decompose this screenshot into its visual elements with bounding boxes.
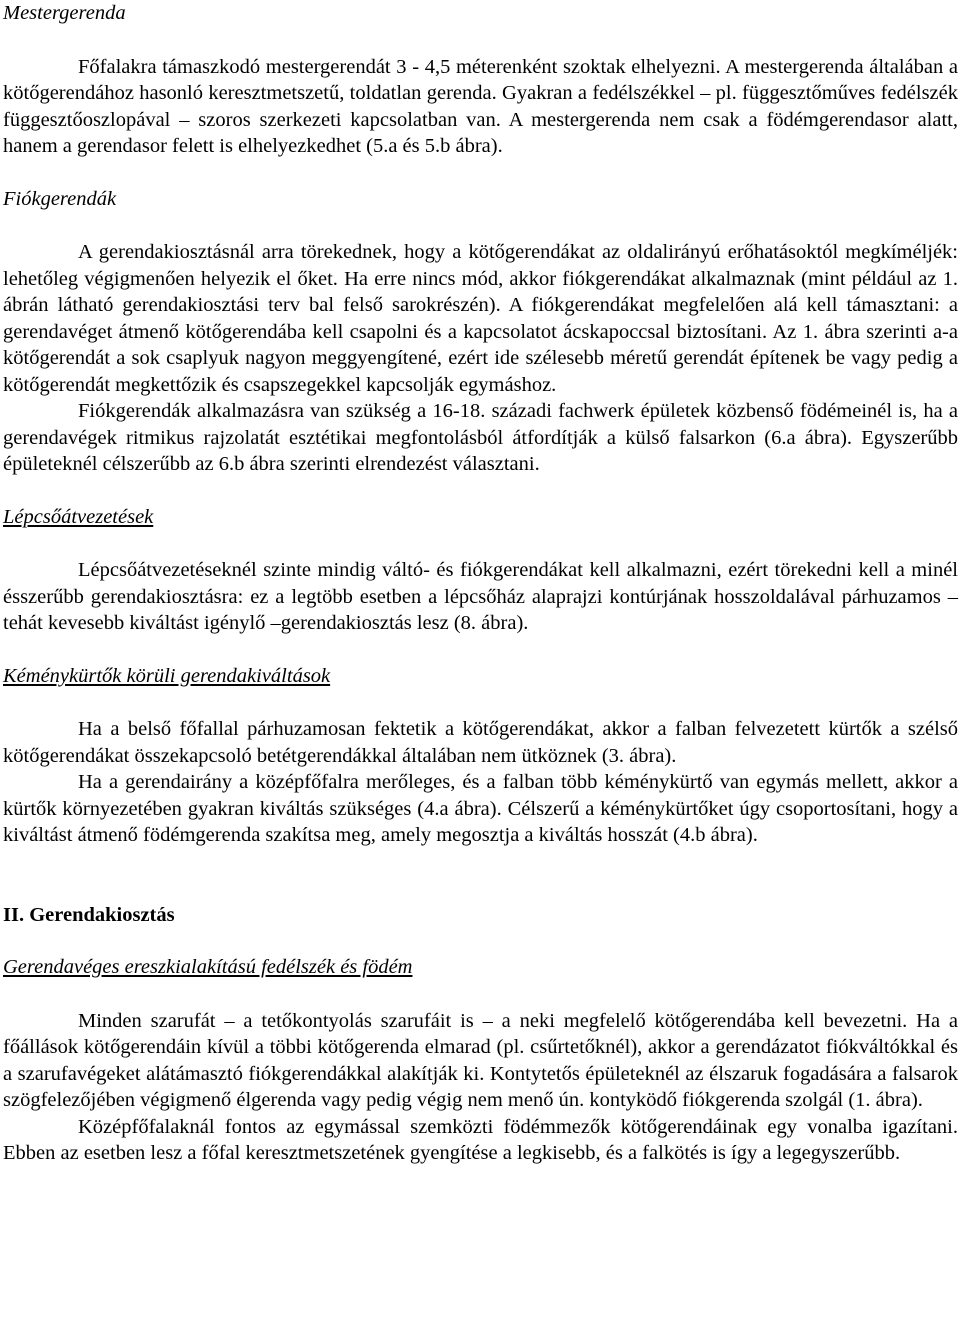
spacer bbox=[3, 849, 958, 902]
heading-lepcsoatvezetesek: Lépcsőátvezetések bbox=[3, 505, 154, 528]
heading-fiokgerendak: Fiókgerendák bbox=[3, 187, 117, 210]
document-page bbox=[3, 0, 958, 1167]
heading-kemenykurtok: Kéménykürtők körüli gerendakiváltások bbox=[3, 664, 331, 687]
spacer bbox=[3, 530, 958, 557]
paragraph-kemenykurtok-2: Ha a gerendairány a középfőfalra merőleges, és a falban több kéménykürtő van egymás mellett, akkor a kürtők környezetében gyakran kiváltás szükséges (4.a ábra). Célszerű a kéménykürtőket úgy csoportosítani, hogy a kiváltást átmenő födémgerenda szakítsa meg, amely megosztja a kiváltás hosszát (4.b ábra). bbox=[3, 771, 958, 846]
heading-mestergerenda: Mestergerenda bbox=[3, 2, 126, 24]
spacer bbox=[3, 212, 958, 239]
paragraph-mestergerenda-1: Főfalakra támaszkodó mestergerendát 3 - 4,5 méterenként szoktak elhelyezni. A mestergerenda általában a kötőgerendához hasonló keresztmetszetű, toldatlan gerenda. Gyakran a fedélszékkel – pl. függesztőműves fedélszék függesztőoszlopával – szoros szerkezeti kapcsolatban van. A mestergerenda nem csak a födémgerendasor alatt, hanem a gerendasor felett is elhelyezkedhet (5.a és 5.b ábra). bbox=[3, 55, 958, 157]
spacer bbox=[3, 637, 958, 663]
heading-gerendakiosztas: II. Gerendakiosztás bbox=[3, 903, 175, 926]
spacer bbox=[3, 478, 958, 504]
spacer bbox=[3, 689, 958, 716]
spacer bbox=[3, 160, 958, 186]
paragraph-gerendaveges-2: Középfőfalaknál fontos az egymással szemközti födémmezők kötőgerendáinak egy vonalba igazítani. Ebben az esetben lesz a főfal keresztmetszetének gyengítése a legkisebb, és a falkötés is így a legegyszerűbb. bbox=[3, 1115, 958, 1164]
paragraph-fiokgerendak-1: A gerendakiosztásnál arra törekednek, hogy a kötőgerendákat az oldalirányú erőhatásoktól megkíméljék: lehetőleg végigmenően helyezik el őket. Ha erre nincs mód, akkor fiókgerendákat alkalmaznak (mint például az 1. ábrán látható gerendakiosztási terv bal felső sarokrészén). A fiókgerendákat megfelelően alá kell támasztani: a gerendavéget átmenő kötőgerendába kell csapolni és a kapcsolatot ácskapoccsal biztosítani. Az 1. ábra szerinti a-a kötőgerendát a sok csaplyuk nagyon meggyengítené, ezért ide szélesebb méretű gerendát építenek be vagy pedig a kötőgerendát megkettőzik és csapszegekkel kapcsolják egymáshoz. bbox=[3, 241, 958, 396]
paragraph-lepcsoatvezetesek-1: Lépcsőátvezetéseknél szinte mindig váltó- és fiókgerendákat kell alkalmazni, ezért törekedni kell a minél ésszerűbb gerendakiosztásra: ez a legtöbb esetben a lépcsőház alaprajzi kontúrjának hosszoldalával párhuzamos – tehát kevesebb kiváltást igénylő –gerendakiosztás lesz (8. ábra). bbox=[3, 559, 958, 634]
spacer bbox=[3, 928, 958, 954]
spacer bbox=[3, 981, 958, 1008]
heading-gerendaveges: Gerendavéges ereszkialakítású fedélszék és födém bbox=[3, 956, 413, 978]
spacer bbox=[3, 27, 958, 54]
paragraph-kemenykurtok-1: Ha a belső főfallal párhuzamosan fektetik a kötőgerendákat, akkor a falban felvezetett kürtők a szélső kötőgerendákat összekapcsoló betétgerendákkal általában nem ütköznek (3. ábra). bbox=[3, 718, 958, 767]
paragraph-gerendaveges-1: Minden szarufát – a tetőkontyolás szarufáit is – a neki megfelelő kötőgerendába kell bevezetni. Ha a főállások kötőgerendáin kívül a többi kötőgerenda elmarad (pl. csűrtetőknél), akkor a gerendázatot fiókváltókkal és a szarufavégeket alátámasztó fiókgerendákkal alakítják ki. Kontytetős épületeknél az élszaruk fogadására a falsarok szögfelezőjében végigmenő élgerenda vagy pedig végig nem menő ún. kontyködő fiókgerenda szolgál (1. ábra). bbox=[3, 1009, 958, 1111]
paragraph-fiokgerendak-2: Fiókgerendák alkalmazásra van szükség a 16-18. századi fachwerk épületek közbenső födémeinél is, ha a gerendavégek ritmikus rajzolatát esztétikai megfontolásból átfordítják a külső falsarkon (6.a ábra). Egyszerűbb épületeknél célszerűbb az 6.b ábra szerinti elrendezést választani. bbox=[3, 400, 958, 475]
